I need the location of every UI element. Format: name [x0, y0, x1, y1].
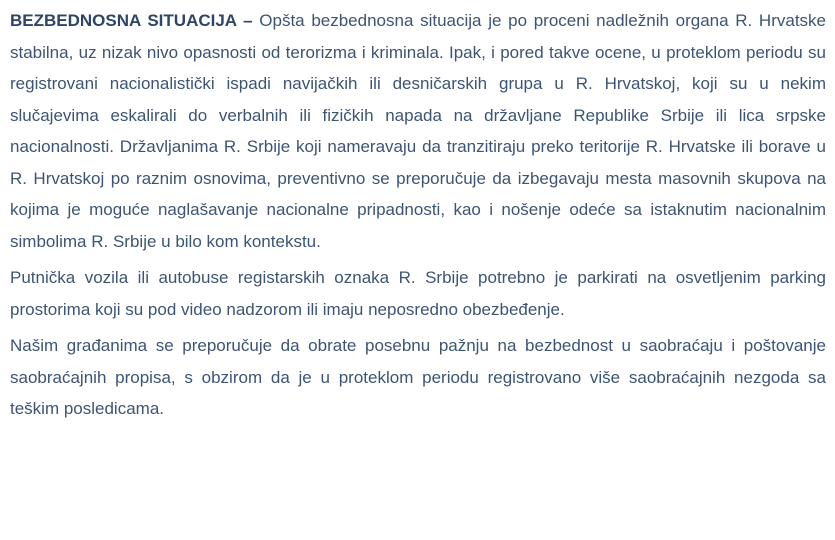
advisory-text-block — [10, 5, 826, 425]
paragraph-security-situation — [10, 5, 826, 257]
section-heading: BEZBEDNOSNA SITUACIJA – — [10, 11, 253, 30]
paragraph-security-situation-text: Opšta bezbednosna situacija je po proceni nadležnih organa R. Hrvatske stabilna, uz nizak nivo opasnosti od terorizma i kriminala. Ipak, i pored takve ocene, u proteklom periodu su registrovani nacionalistički ispadi navijačkih ili desničarskih grupa u R. Hrvatskoj, koji su u nekim slučajevima eskalirali do verbalnih ili fizičkih napada na državljane Republike Srbije ili lica srpske nacionalnosti. Državljanima R. Srbije koji nameravaju da tranzitiraju preko teritorije R. Hrvatske ili borave u R. Hrvatskoj po raznim osnovima, preventivno se preporučuje da izbegavaju mesta masovnih skupova na kojima je moguće naglašavanje nacionalne pripadnosti, kao i nošenje odeće sa istaknutim nacionalnim simbolima R. Srbije u bilo kom kontekstu. — [10, 11, 826, 251]
paragraph-vehicle-parking: Putnička vozila ili autobuse registarskih oznaka R. Srbije potrebno je parkirati na osvetljenim parking prostorima koji su pod video nadzorom ili imaju neposredno obezbeđenje. — [10, 268, 826, 319]
paragraph-traffic-safety: Našim građanima se preporučuje da obrate posebnu pažnju na bezbednost u saobraćaju i poštovanje saobraćajnih propisa, s obzirom da je u proteklom periodu registrovano više saobraćajnih nezgoda sa teškim posledicama. — [10, 336, 826, 418]
